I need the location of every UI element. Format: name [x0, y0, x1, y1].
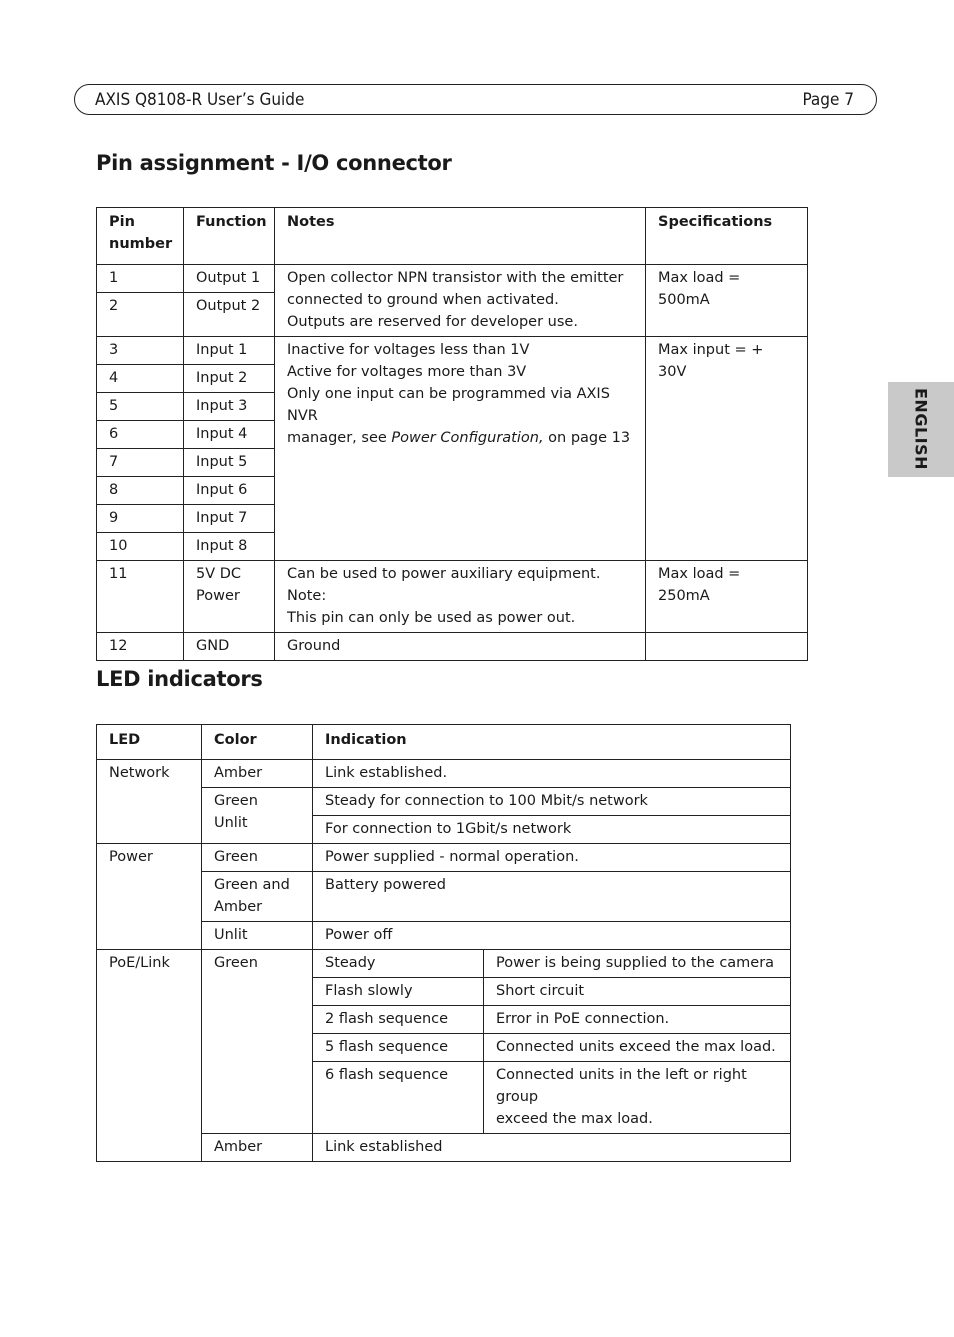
- column-header: Color: [202, 725, 313, 760]
- meaning-cell: Connected units exceed the max load.: [484, 1034, 791, 1062]
- meaning-cell: Power is being supplied to the camera: [484, 950, 791, 978]
- led-cell: PoE/Link: [97, 950, 202, 1162]
- notes-line: Open collector NPN transistor with the emitter: [287, 270, 624, 286]
- led-section-heading: LED indicators: [96, 667, 263, 691]
- notes-line: Active for voltages more than 3V: [287, 364, 527, 380]
- pin-cell: 9: [97, 505, 184, 533]
- pin-cell: 8: [97, 477, 184, 505]
- notes-line: This pin can only be used as power out.: [287, 610, 576, 626]
- indication-cell: Steady for connection to 100 Mbit/s network: [313, 788, 791, 816]
- color-cell: [202, 872, 313, 922]
- column-header: Pin number: [97, 208, 184, 265]
- indication-cell: Power off: [313, 922, 791, 950]
- state-cell: Steady: [313, 950, 484, 978]
- language-tab: [888, 382, 954, 477]
- indication-cell: Battery powered: [313, 872, 791, 922]
- color-line: Unlit: [214, 815, 248, 831]
- function-cell: Input 5: [184, 449, 275, 477]
- color-cell: Amber: [202, 760, 313, 788]
- color-line: Green: [214, 793, 258, 809]
- spec-cell: Max load = 500mA: [646, 265, 808, 337]
- indication-cell: For connection to 1Gbit/s network: [313, 816, 791, 844]
- color-cell: Unlit: [202, 922, 313, 950]
- function-cell: Input 7: [184, 505, 275, 533]
- notes-line: Inactive for voltages less than 1V: [287, 342, 530, 358]
- table-row: [97, 337, 808, 365]
- function-cell: Output 2: [184, 293, 275, 337]
- notes-text: on page 13: [543, 430, 631, 446]
- state-cell: 2 flash sequence: [313, 1006, 484, 1034]
- notes-line: [287, 427, 633, 449]
- table-header-row: [97, 208, 808, 265]
- language-tab-label: ENGLISH: [911, 387, 931, 471]
- notes-text: manager, see: [287, 430, 392, 446]
- indication-cell: Link established.: [313, 760, 791, 788]
- color-cell: [202, 788, 313, 844]
- notes-line: Outputs are reserved for developer use.: [287, 314, 578, 330]
- pin-cell: 10: [97, 533, 184, 561]
- color-line: Green and: [214, 877, 290, 893]
- table-row: [97, 633, 808, 661]
- function-cell: Input 1: [184, 337, 275, 365]
- state-cell: 5 flash sequence: [313, 1034, 484, 1062]
- table-row: [97, 872, 791, 922]
- spec-cell: [646, 633, 808, 661]
- table-row: [97, 265, 808, 293]
- table-header-row: [97, 725, 791, 760]
- pin-cell: 7: [97, 449, 184, 477]
- color-cell: Green: [202, 950, 313, 1134]
- table-row: [97, 950, 791, 978]
- state-cell: Flash slowly: [313, 978, 484, 1006]
- function-cell: Input 6: [184, 477, 275, 505]
- document-title: AXIS Q8108-R User’s Guide: [95, 89, 305, 110]
- pin-section-heading: Pin assignment - I/O connector: [96, 151, 452, 175]
- meaning-cell: Error in PoE connection.: [484, 1006, 791, 1034]
- function-cell: Input 4: [184, 421, 275, 449]
- pin-cell: 4: [97, 365, 184, 393]
- cross-reference-link[interactable]: Power Configuration,: [391, 430, 544, 446]
- meaning-line: Connected units in the left or right group: [496, 1067, 747, 1105]
- meaning-cell: [484, 1062, 791, 1134]
- function-cell: 5V DC Power: [184, 561, 275, 633]
- function-cell: Input 2: [184, 365, 275, 393]
- led-indicators-table: [96, 724, 791, 1162]
- notes-cell: Ground: [275, 633, 646, 661]
- indication-cell: Link established: [313, 1134, 791, 1162]
- led-cell: Network: [97, 760, 202, 844]
- function-cell: GND: [184, 633, 275, 661]
- column-header: LED: [97, 725, 202, 760]
- pin-cell: 6: [97, 421, 184, 449]
- column-header: Function: [184, 208, 275, 265]
- page-header: [74, 84, 877, 115]
- color-cell: Green: [202, 844, 313, 872]
- meaning-line: exceed the max load.: [496, 1111, 653, 1127]
- page-number: Page 7: [802, 89, 854, 110]
- column-header: Notes: [275, 208, 646, 265]
- table-row: [97, 922, 791, 950]
- led-cell: Power: [97, 844, 202, 950]
- notes-line: Note:: [287, 588, 327, 604]
- spec-cell: Max load = 250mA: [646, 561, 808, 633]
- pin-cell: 3: [97, 337, 184, 365]
- table-row: [97, 760, 791, 788]
- notes-line: Can be used to power auxiliary equipment.: [287, 566, 601, 582]
- column-header: Specifications: [646, 208, 808, 265]
- notes-line: connected to ground when activated.: [287, 292, 559, 308]
- table-row: [97, 844, 791, 872]
- function-cell: Input 8: [184, 533, 275, 561]
- notes-cell: [275, 337, 646, 561]
- pin-cell: 1: [97, 265, 184, 293]
- table-row: [97, 1134, 791, 1162]
- function-cell: Input 3: [184, 393, 275, 421]
- pin-cell: 5: [97, 393, 184, 421]
- color-cell: Amber: [202, 1134, 313, 1162]
- notes-cell: [275, 561, 646, 633]
- pin-cell: 11: [97, 561, 184, 633]
- notes-line: Only one input can be programmed via AXIS NVR: [287, 386, 610, 424]
- indication-cell: Power supplied - normal operation.: [313, 844, 791, 872]
- color-line: Amber: [214, 899, 263, 915]
- pin-cell: 12: [97, 633, 184, 661]
- state-cell: 6 flash sequence: [313, 1062, 484, 1134]
- spec-cell: Max input = + 30V: [646, 337, 808, 561]
- pin-assignment-table: [96, 207, 808, 661]
- table-row: [97, 788, 791, 816]
- notes-cell: [275, 265, 646, 337]
- pin-cell: 2: [97, 293, 184, 337]
- column-header: Indication: [313, 725, 791, 760]
- meaning-cell: Short circuit: [484, 978, 791, 1006]
- table-row: [97, 561, 808, 633]
- function-cell: Output 1: [184, 265, 275, 293]
